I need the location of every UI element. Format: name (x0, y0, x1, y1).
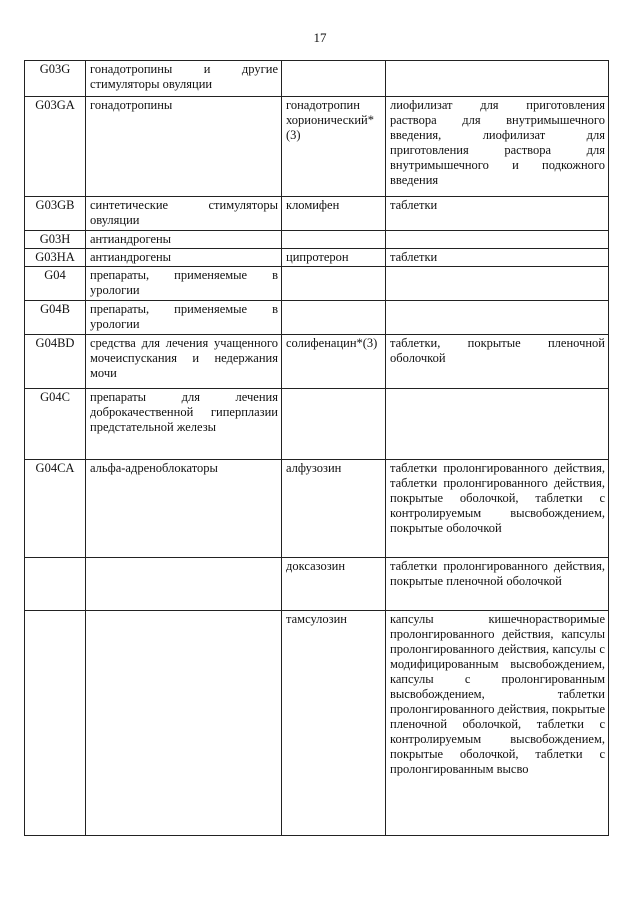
table-row (25, 611, 609, 836)
drug-name-cell: ципротерон (282, 249, 386, 267)
table-row (25, 249, 609, 267)
page-number: 17 (313, 30, 327, 45)
group-name-cell: альфа-адреноблокаторы (86, 460, 282, 558)
dosage-form-cell: капсулы кишечнорастворимые пролонгированного действия, капсулы пролонгированного действия, капсулы с модифицированным высвобождением, капсулы с пролонгированным высвобождением, таблетки пролонгированного действия, покрытые пленочной оболочкой, таблетки с контролируемым высвобождением, покрытые оболочкой, таблетки с пролонгированным высво (386, 611, 609, 836)
table-row (25, 197, 609, 231)
group-name-cell: антиандрогены (86, 249, 282, 267)
drug-name-cell: гонадотропин хорионический*(3) (282, 97, 386, 197)
drug-name-cell (282, 301, 386, 335)
group-name-cell: препараты, применяемые в урологии (86, 301, 282, 335)
table-row (25, 389, 609, 460)
atc-code-cell: G03H (25, 231, 86, 249)
group-name-cell: препараты для лечения доброкачественной гиперплазии предстательной железы (86, 389, 282, 460)
dosage-form-cell: таблетки пролонгированного действия, таблетки пролонгированного действия, покрытые оболочкой, таблетки с контролируемым высвобождением, покрытые оболочкой (386, 460, 609, 558)
table-row (25, 231, 609, 249)
group-name-cell: антиандрогены (86, 231, 282, 249)
group-name-cell: синтетические стимуляторы овуляции (86, 197, 282, 231)
group-name-cell (86, 558, 282, 611)
dosage-form-cell (386, 61, 609, 97)
group-name-cell: препараты, применяемые в урологии (86, 267, 282, 301)
atc-code-cell: G03GA (25, 97, 86, 197)
atc-code-cell (25, 558, 86, 611)
atc-code-cell (25, 611, 86, 836)
dosage-form-cell: таблетки (386, 249, 609, 267)
table-row (25, 335, 609, 389)
drug-name-cell: доксазозин (282, 558, 386, 611)
atc-code-cell: G04CA (25, 460, 86, 558)
group-name-cell: средства для лечения учащенного мочеиспускания и недержания мочи (86, 335, 282, 389)
table-row (25, 97, 609, 197)
drug-name-cell: тамсулозин (282, 611, 386, 836)
table-row (25, 460, 609, 558)
group-name-cell: гонадотропины и другие стимуляторы овуляции (86, 61, 282, 97)
group-name-cell (86, 611, 282, 836)
table-row (25, 61, 609, 97)
atc-code-cell: G04B (25, 301, 86, 335)
dosage-form-cell: таблетки (386, 197, 609, 231)
atc-code-cell: G03GB (25, 197, 86, 231)
atc-code-cell: G03G (25, 61, 86, 97)
dosage-form-cell: таблетки пролонгированного действия, покрытые пленочной оболочкой (386, 558, 609, 611)
drug-name-cell (282, 267, 386, 301)
dosage-form-cell (386, 389, 609, 460)
table-row (25, 301, 609, 335)
dosage-form-cell (386, 301, 609, 335)
dosage-form-cell (386, 231, 609, 249)
table-row (25, 558, 609, 611)
drug-name-cell: солифенацин*(3) (282, 335, 386, 389)
dosage-form-cell: таблетки, покрытые пленочной оболочкой (386, 335, 609, 389)
drug-name-cell (282, 389, 386, 460)
dosage-form-cell: лиофилизат для приготовления раствора для внутримышечного введения, лиофилизат для приготовления раствора для внутримышечного и подкожного введения (386, 97, 609, 197)
atc-code-cell: G04 (25, 267, 86, 301)
drug-name-cell: кломифен (282, 197, 386, 231)
atc-code-cell: G03HA (25, 249, 86, 267)
atc-code-cell: G04BD (25, 335, 86, 389)
atc-code-cell: G04C (25, 389, 86, 460)
drug-name-cell (282, 231, 386, 249)
table-row (25, 267, 609, 301)
group-name-cell: гонадотропины (86, 97, 282, 197)
drug-table (24, 60, 609, 836)
drug-name-cell (282, 61, 386, 97)
drug-name-cell: алфузозин (282, 460, 386, 558)
dosage-form-cell (386, 267, 609, 301)
